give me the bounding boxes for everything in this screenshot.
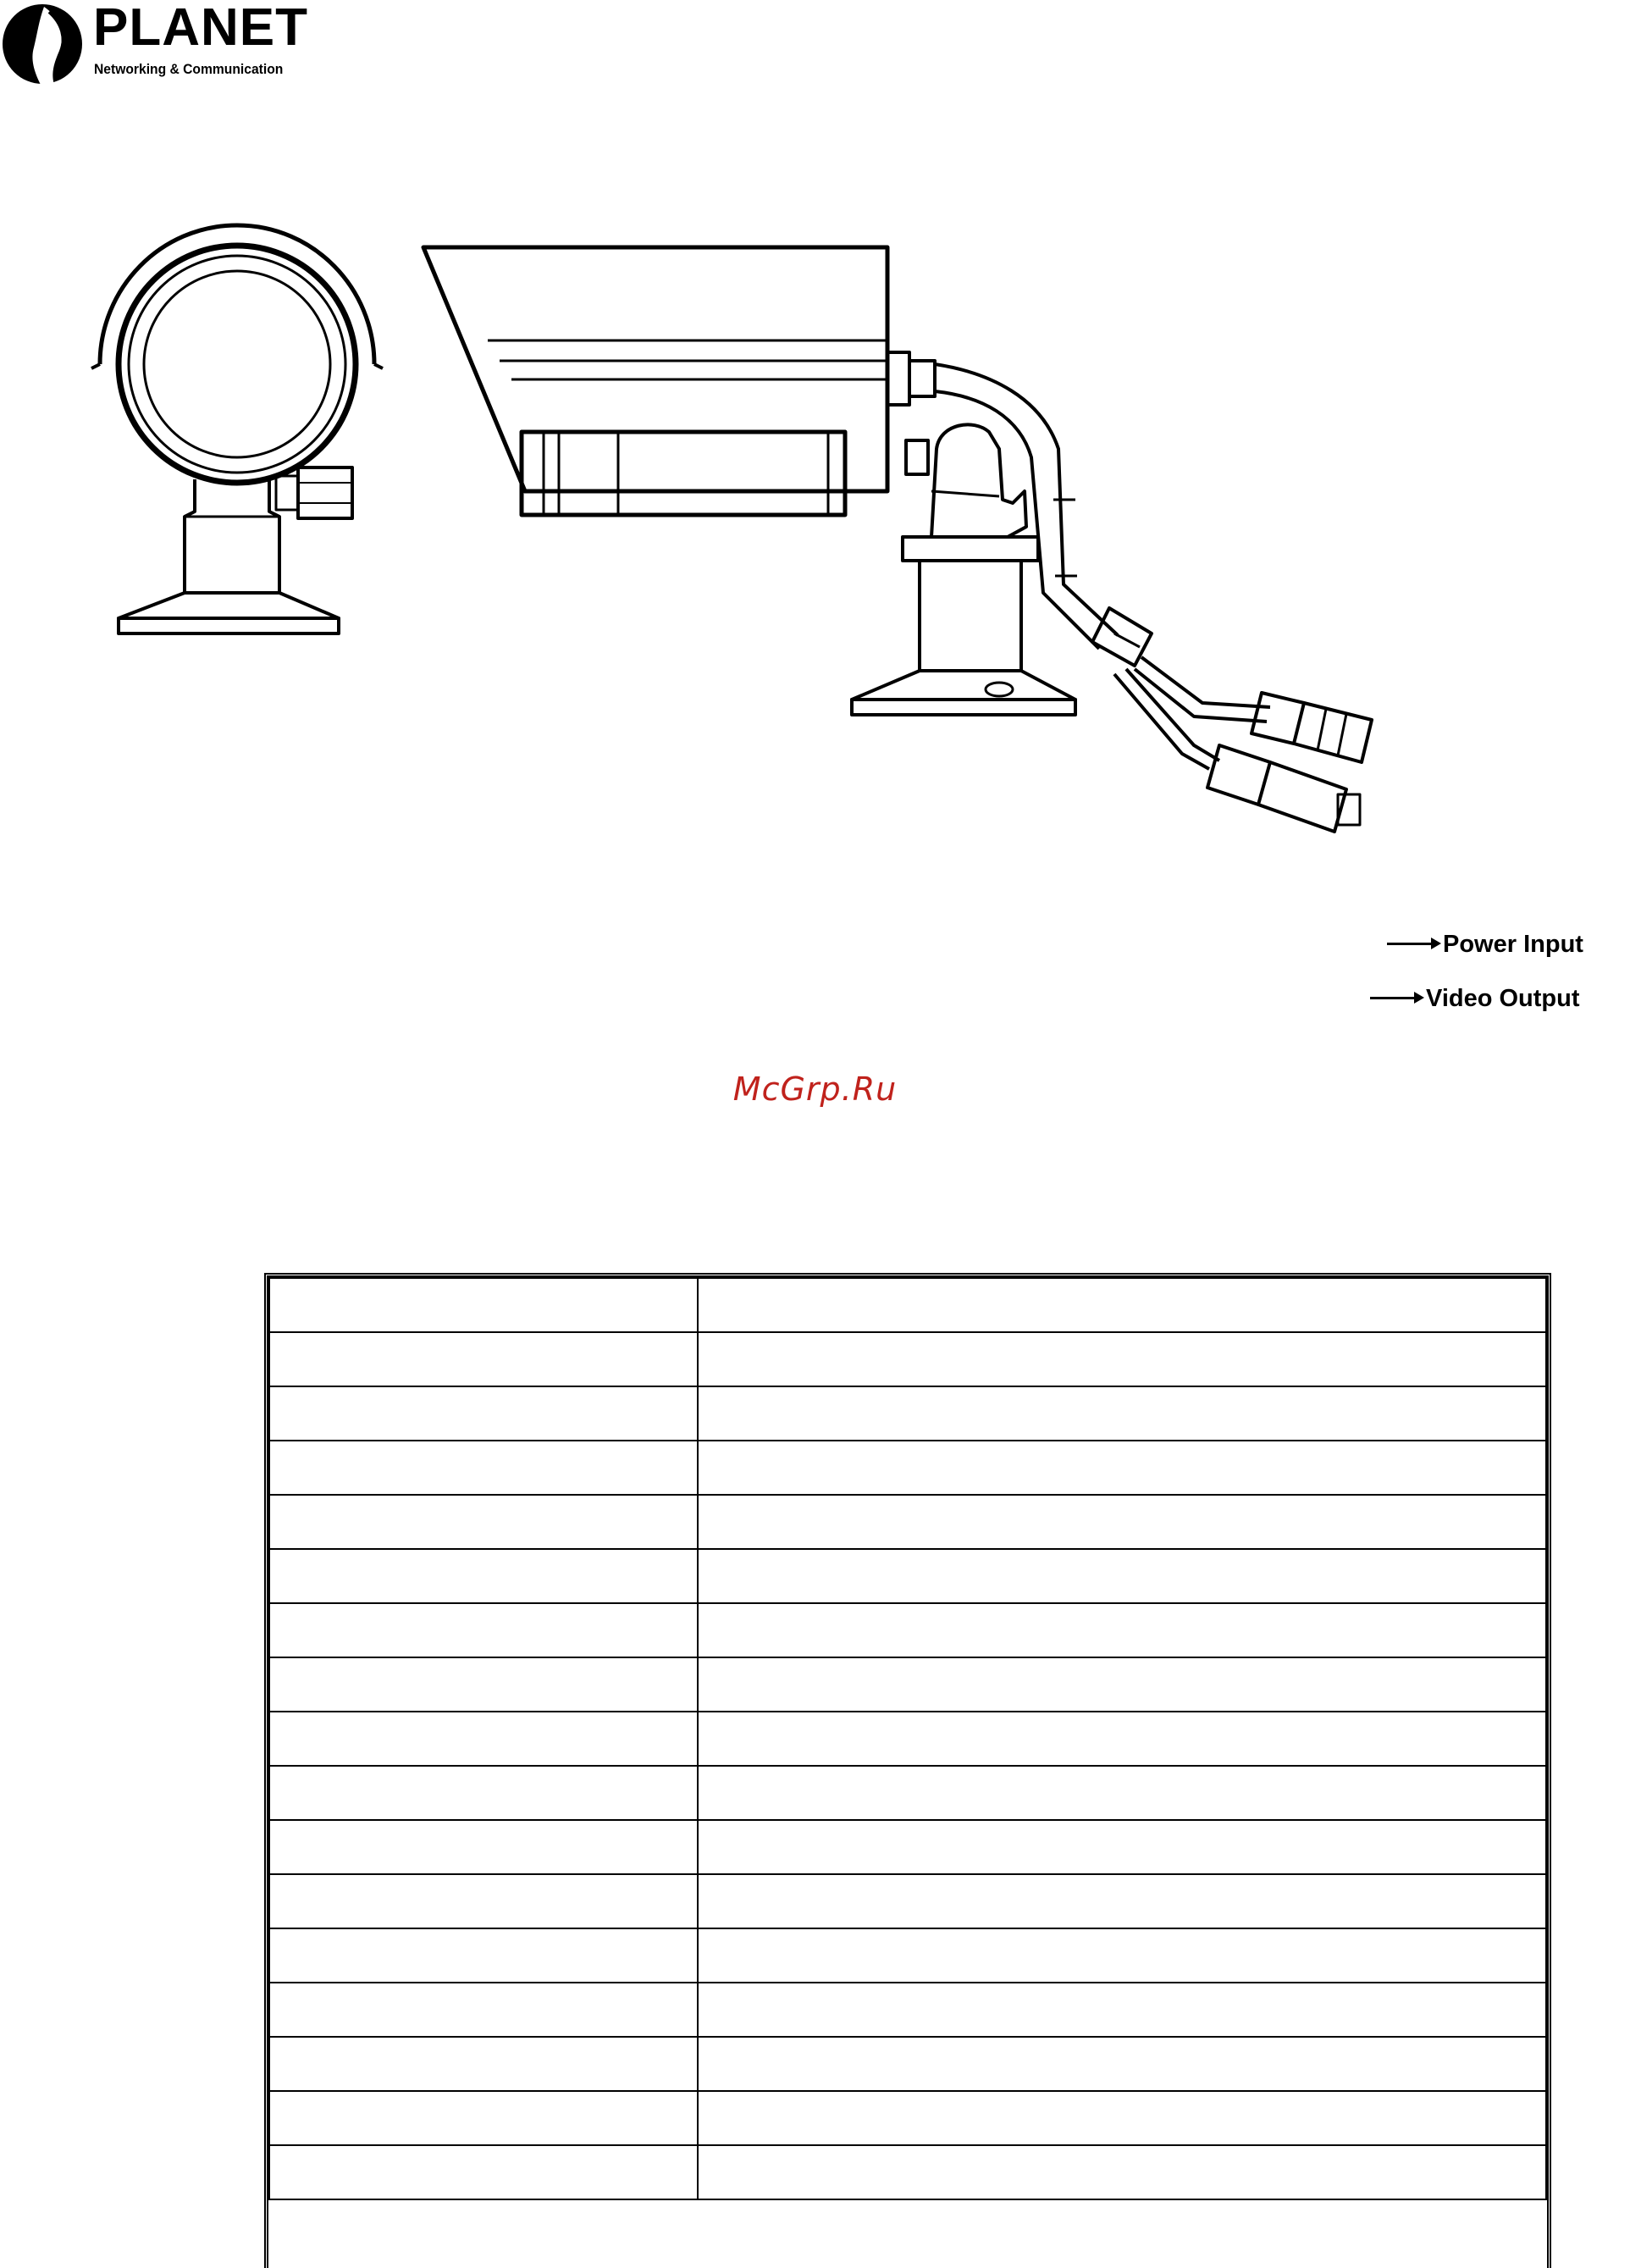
spec-table-body	[269, 1278, 1546, 2199]
spec-value-cell	[698, 1603, 1546, 1657]
video-output-label: Video Output	[1426, 985, 1580, 1012]
spec-label-cell	[269, 2091, 698, 2145]
spec-value-cell	[698, 1820, 1546, 1874]
spec-label-cell	[269, 1332, 698, 1386]
spec-label-cell	[269, 1495, 698, 1549]
spec-label-cell	[269, 1549, 698, 1603]
brand-name: PLANET	[93, 0, 308, 57]
spec-label-cell	[269, 1928, 698, 1983]
planet-logo	[0, 0, 339, 93]
spec-label-cell	[269, 1386, 698, 1441]
table-row	[269, 2037, 1546, 2091]
arrow-right-icon	[1387, 943, 1436, 945]
table-row	[269, 1495, 1546, 1549]
spec-label-cell	[269, 1603, 698, 1657]
table-row	[269, 1766, 1546, 1820]
spec-label-cell	[269, 1278, 698, 1332]
spec-value-cell	[698, 1712, 1546, 1766]
watermark: McGrp.Ru	[732, 1070, 898, 1108]
side-view	[423, 247, 1372, 832]
front-view	[91, 225, 383, 633]
table-row	[269, 1386, 1546, 1441]
table-row	[269, 2145, 1546, 2199]
spec-value-cell	[698, 1874, 1546, 1928]
spec-value-cell	[698, 1495, 1546, 1549]
spec-value-cell	[698, 1332, 1546, 1386]
spec-value-cell	[698, 1766, 1546, 1820]
camera-drawing	[0, 195, 1630, 872]
power-input-callout	[1387, 931, 1583, 958]
table-row	[269, 1928, 1546, 1983]
power-input-label: Power Input	[1443, 931, 1583, 958]
spec-label-cell	[269, 1820, 698, 1874]
spec-value-cell	[698, 1386, 1546, 1441]
table-row	[269, 1983, 1546, 2037]
spec-label-cell	[269, 1712, 698, 1766]
spec-label-cell	[269, 2037, 698, 2091]
spec-value-cell	[698, 2037, 1546, 2091]
spec-label-cell	[269, 1874, 698, 1928]
table-row	[269, 1603, 1546, 1657]
table-row	[269, 2091, 1546, 2145]
video-output-callout	[1370, 985, 1580, 1012]
spec-value-cell	[698, 1441, 1546, 1495]
table-row	[269, 1712, 1546, 1766]
spec-value-cell	[698, 1549, 1546, 1603]
spec-label-cell	[269, 1766, 698, 1820]
camera-diagram	[0, 195, 1630, 1012]
spec-value-cell	[698, 2145, 1546, 2199]
spec-value-cell	[698, 1983, 1546, 2037]
spec-value-cell	[698, 1657, 1546, 1712]
spec-table-grid	[268, 1277, 1547, 2200]
spec-table	[264, 1273, 1551, 2268]
brand-tagline: Networking & Communication	[94, 61, 284, 77]
spec-value-cell	[698, 1928, 1546, 1983]
spec-value-cell	[698, 1278, 1546, 1332]
table-row	[269, 1874, 1546, 1928]
table-row	[269, 1332, 1546, 1386]
table-row	[269, 1441, 1546, 1495]
spec-value-cell	[698, 2091, 1546, 2145]
spec-label-cell	[269, 1441, 698, 1495]
spec-label-cell	[269, 1657, 698, 1712]
spec-label-cell	[269, 1983, 698, 2037]
table-row	[269, 1278, 1546, 1332]
table-row	[269, 1549, 1546, 1603]
spec-label-cell	[269, 2145, 698, 2199]
arrow-right-icon	[1370, 997, 1419, 999]
planet-globe-icon	[0, 0, 89, 89]
table-row	[269, 1657, 1546, 1712]
table-row	[269, 1820, 1546, 1874]
